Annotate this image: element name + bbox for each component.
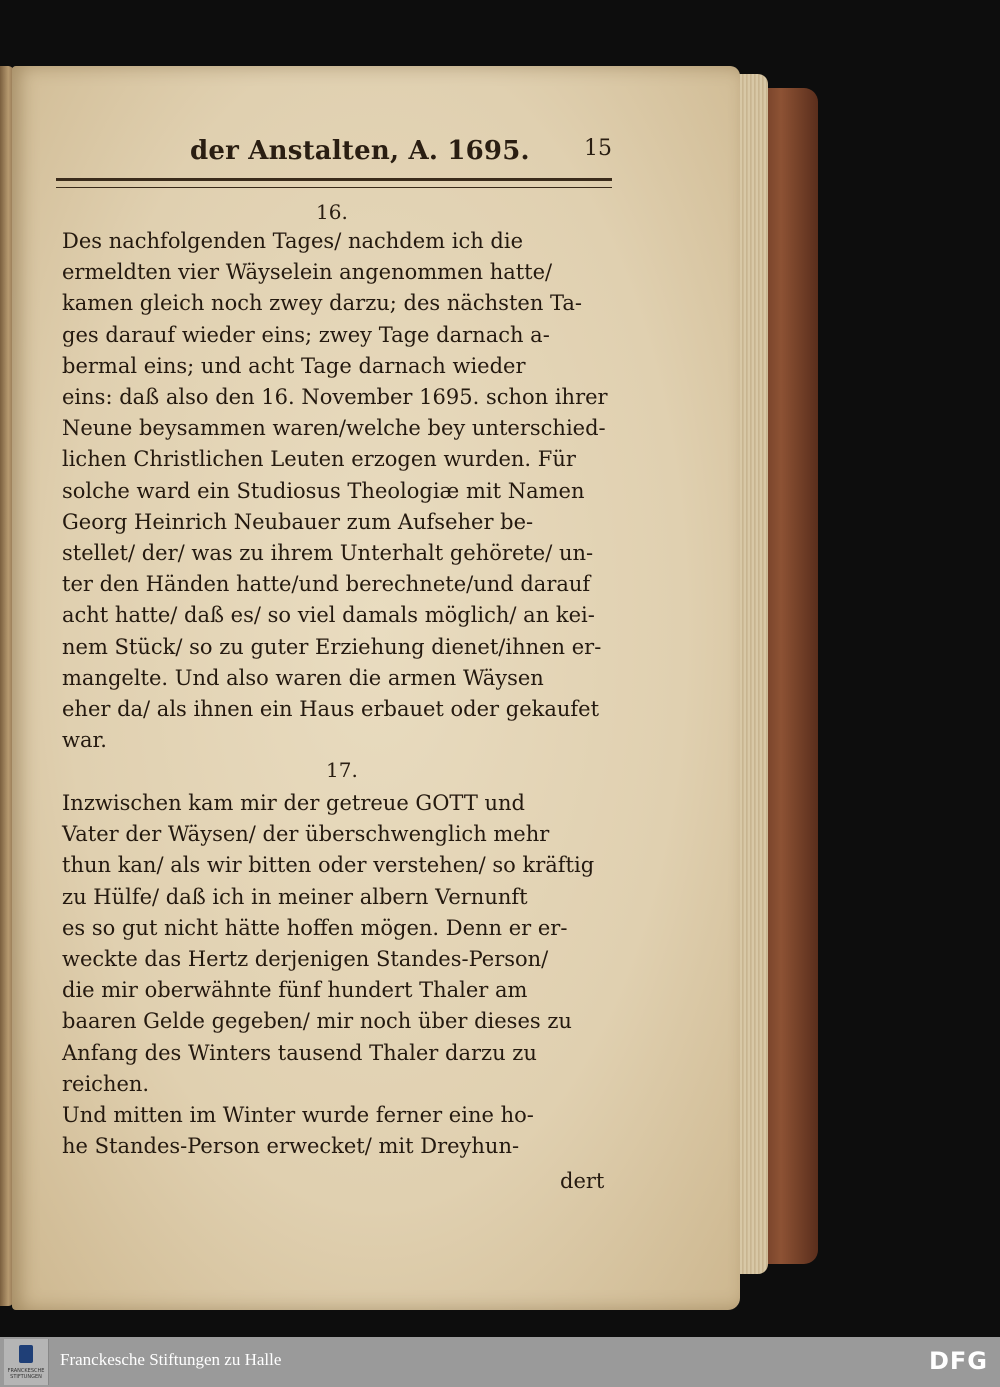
text-line: Inzwischen kam mir der getreue GOTT und — [62, 791, 525, 815]
text-line: eins: daß also den 16. November 1695. schon ihrer — [62, 385, 608, 409]
text-line: ges darauf wieder eins; zwey Tage darnach a- — [62, 322, 550, 347]
text-line: bermal eins; und acht Tage darnach wieder — [62, 353, 526, 378]
text-line: stellet/ der/ was zu ihrem Unterhalt gehörete/ un- — [62, 541, 594, 565]
text-line: ermeldten vier Wäyselein angenommen hatte/ — [62, 260, 553, 285]
text-line: nem Stück/ so zu guter Erziehung dienet/ihnen er- — [62, 634, 602, 659]
crest-icon — [19, 1345, 33, 1363]
text-line: acht hatte/ daß es/ so viel damals möglich/ an kei- — [62, 603, 595, 628]
text-line: solche ward ein Studiosus Theologiæ mit Namen — [62, 478, 585, 503]
institution-name: Franckesche Stiftungen zu Halle — [60, 1350, 282, 1369]
paragraph-number: 16. — [316, 200, 348, 224]
logo-caption: FRANCKESCHE STIFTUNGEN — [7, 1368, 45, 1380]
text-line: thun kan/ als wir bitten oder verstehen/ so kräftig — [62, 853, 595, 878]
text-line: ter den Händen hatte/und berechnete/und darauf — [62, 572, 591, 597]
text-line: reichen. — [62, 1071, 150, 1096]
institution-logo — [4, 1339, 49, 1385]
running-head: der Anstalten, A. 1695. — [190, 136, 530, 166]
text-line: Und mitten im Winter wurde ferner eine ho- — [62, 1103, 534, 1127]
page-number: 15 — [584, 136, 612, 161]
text-line: die mir oberwähnte fünf hundert Thaler am — [62, 978, 528, 1003]
text-line: weckte das Hertz derjenigen Standes-Person/ — [62, 947, 549, 971]
catchword: dert — [560, 1169, 605, 1193]
text-line: Anfang des Winters tausend Thaler darzu zu — [62, 1040, 537, 1065]
footer-bar — [0, 1337, 1000, 1387]
text-line: baaren Gelde gegeben/ mir noch über dieses zu — [62, 1009, 572, 1034]
text-line: es so gut nicht hätte hoffen mögen. Denn er er- — [62, 915, 568, 940]
header-rule — [56, 178, 612, 188]
text-line: Des nachfolgenden Tages/ nachdem ich die — [62, 229, 523, 253]
page-header — [56, 136, 612, 170]
text-line: mangelte. Und also waren die armen Wäysen — [62, 665, 544, 690]
text-line: eher da/ als ihnen ein Haus erbauet oder gekaufet — [62, 697, 600, 721]
text-line: he Standes-Person erwecket/ mit Dreyhun- — [62, 1134, 520, 1159]
paragraph-number: 17. — [326, 758, 358, 782]
text-line: Neune beysammen waren/welche bey unterschied- — [62, 416, 606, 441]
text-line: lichen Christlichen Leuten erzogen wurden. Für — [62, 447, 576, 472]
text-line: kamen gleich noch zwey darzu; des nächsten Ta- — [62, 291, 583, 316]
text-line: Vater der Wäysen/ der überschwenglich mehr — [62, 822, 550, 847]
text-line: Georg Heinrich Neubauer zum Aufseher be- — [62, 509, 534, 534]
dfg-logo: DFG — [928, 1347, 988, 1375]
text-line: zu Hülfe/ daß ich in meiner albern Vernunft — [62, 884, 528, 909]
text-line: war. — [62, 728, 107, 753]
